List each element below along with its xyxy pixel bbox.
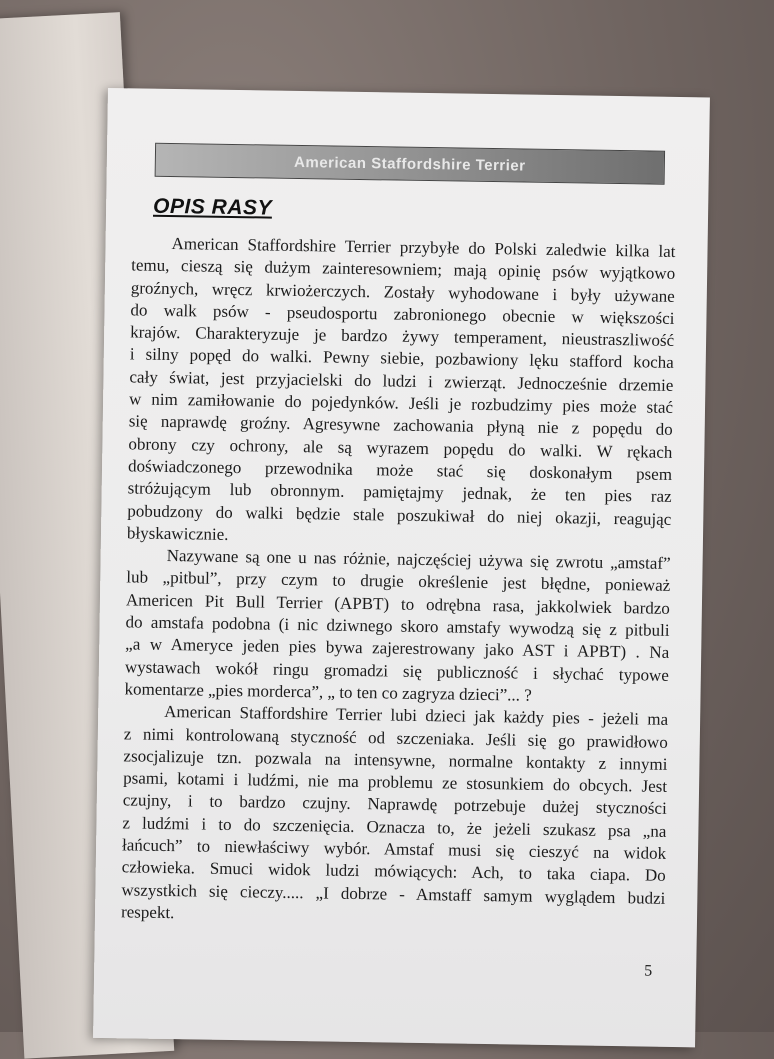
paragraph <box>124 545 670 710</box>
text-line: łańcuch” to niewłaściwy wybór. Amstaf musi się cieszyć na widok <box>121 835 667 863</box>
text-line: krajów. Charakteryzuje je bardzo żywy temperament, nieustraszliwość <box>130 322 675 351</box>
text-line: Nazywane są one u nas różnie, najczęściej używa się zwrotu „amstaf” <box>166 546 671 574</box>
text-line: „a w Ameryce jeden pies bywa zajerestrowany jako AST i APBT) . Na <box>125 634 670 663</box>
text-line: z nimi kontrolowaną styczność od szczeniaka. Jeśli się go prawidłowo <box>123 723 668 752</box>
text-line: czujny, i to bardzo czujny. Naprawdę potrzebuje dużej styczności <box>122 790 667 819</box>
text-line: pobudzony do walki będzie stale poszukiwał do niej okazji, reagując <box>127 500 672 529</box>
text-line: wystawach wokół ringu gromadzi się publiczność i słychać typowe <box>124 656 669 685</box>
text-line: American Staffordshire Terrier przybyłe do Polski zaledwie kilka lat <box>171 234 676 261</box>
page-number: 5 <box>644 962 653 980</box>
text-line: do amstafa podobna (i nic dziwnego skoro amstafy wywodzą się z pitbuli <box>125 612 670 640</box>
text-line: cały świat, jest przyjacielski do ludzi i zwierząt. Jednocześnie drzemie <box>129 367 674 395</box>
text-line: groźnych, wręcz krwiożerczych. Zostały wyhodowane i były używane <box>130 277 675 306</box>
text-line: i silny popęd do walki. Pewny siebie, pozbawiony lęku stafford kocha <box>129 344 674 373</box>
text-line: doświadczonego przewodnika może stać się doskonałym psem <box>127 456 673 484</box>
section-title: OPIS RASY <box>152 194 273 220</box>
text-line: zsocjalizuje tzn. pozwala na intensywne, normalne kontakty z innymi <box>123 746 668 774</box>
text-line: American Staffordshire Terrier lubi dzieci jak każdy pies - jeżeli ma <box>164 702 669 730</box>
text-line: lub „pitbul”, przy czym to drugie określenie jest błędne, ponieważ <box>126 567 671 596</box>
text-line: człowieka. Smuci widok ludzi mówiących: Ach, to taka ciapa. Do <box>121 857 666 886</box>
running-header <box>155 143 665 185</box>
paragraph <box>127 232 676 553</box>
book-page <box>93 88 710 1047</box>
text-line: błyskawicznie. <box>126 523 229 544</box>
running-title: American Staffordshire Terrier <box>293 153 526 175</box>
text-line: respekt. <box>120 902 175 923</box>
text-line: obrony czy ochrony, ale są wyrazem popędu do walki. W rękach <box>128 434 673 462</box>
text-line: w nim zamiłowanie do pojedynków. Jeśli je rozbudzimy pies może stać <box>128 389 674 417</box>
text-line: Americen Pit Bull Terrier (APBT) to odrębna rasa, jakkolwiek bardzo <box>125 590 671 618</box>
text-line: stróżującym lub obronnym. pamiętajmy jednak, że ten pies raz <box>127 478 672 507</box>
text-line: się naprawdę groźny. Agresywne zachowania płyną nie z popędu do <box>128 411 673 440</box>
text-line: wszystkich się cieczy..... „I dobrze - Amstaff samym wyglądem budzi <box>121 879 666 908</box>
text-line: psami, kotami i ludźmi, nie ma problemu ze stosunkiem do obcych. Jest <box>123 768 668 796</box>
paragraph <box>121 701 668 932</box>
text-line: z ludźmi i to do szczenięcia. Oznacza to, że jeżeli szukasz psa „na <box>122 813 667 841</box>
body-text <box>121 232 676 932</box>
text-line: do walk psów - pseudosportu zabronionego obecnie w większości <box>130 300 675 328</box>
text-line: komentarze „pies morderca”, „ to ten co zagryza dzieci”... ? <box>124 679 532 705</box>
text-line: temu, cieszą się dużym zainteresowniem; mają opinię psów wyjątkowo <box>131 255 676 284</box>
